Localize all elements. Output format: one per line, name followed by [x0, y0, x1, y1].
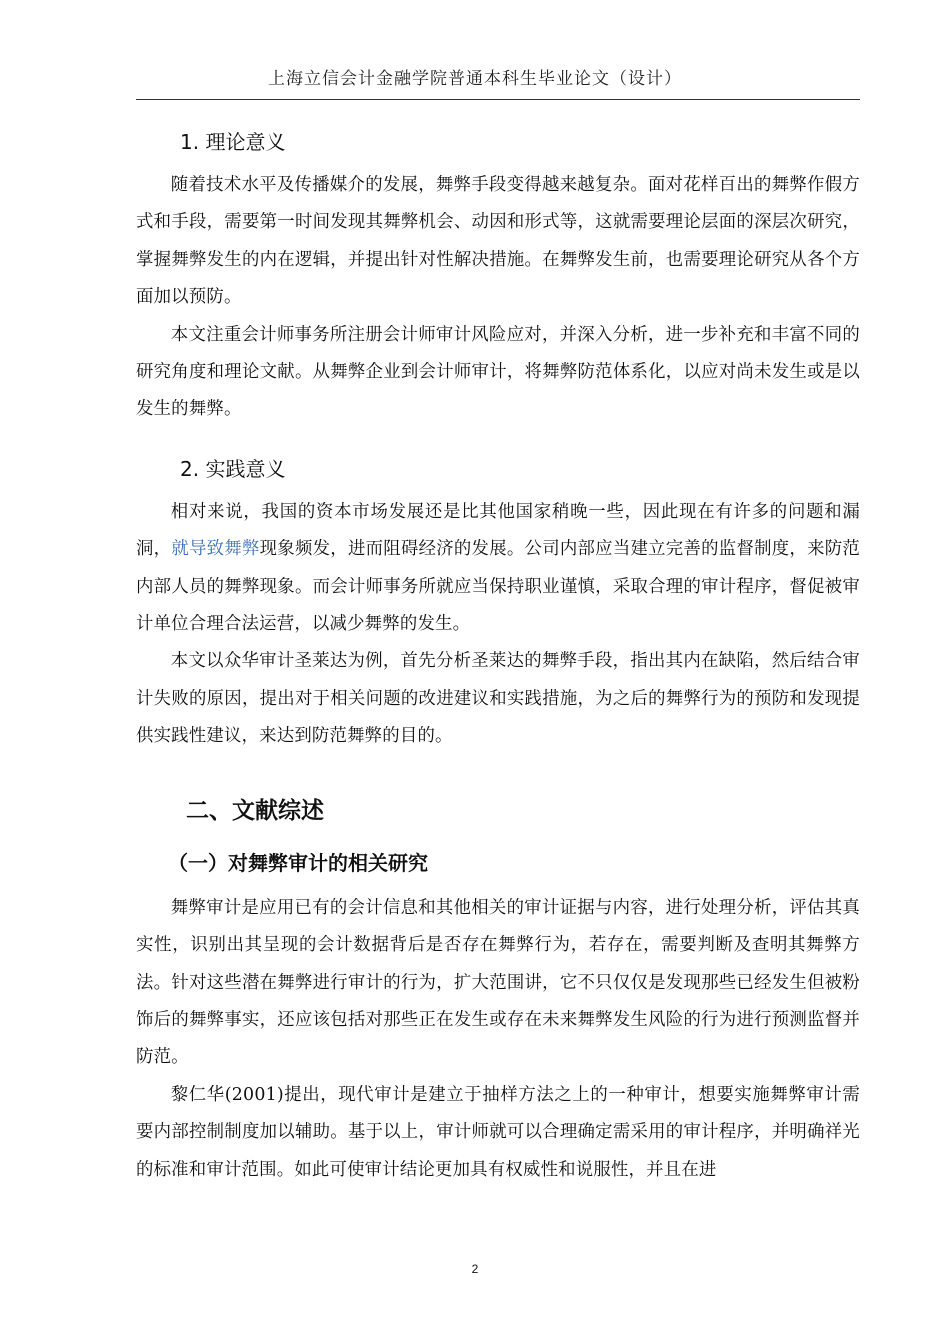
header-divider [136, 99, 860, 100]
heading-theoretical-significance: 1. 理论意义 [180, 130, 286, 154]
paragraph: 黎仁华(2001)提出，现代审计是建立于抽样方法之上的一种审计，想要实施舞弊审计需要内部控制制度加以辅助。基于以上，审计师就可以合理确定需采用的审计程序，并明确祥光的标准和审计范围。如此可使审计结论更加具有权威性和说服性，并且在进 [136, 1084, 860, 1180]
paragraph: 随着技术水平及传播媒介的发展，舞弊手段变得越来越复杂。面对花样百出的舞弊作假方式和手段，需要第一时间发现其舞弊机会、动因和形式等，这就需要理论层面的深层次研究，掌握舞弊发生的内在逻辑，并提出针对性解决措施。在舞弊发生前，也需要理论研究从各个方面加以预防。 [136, 175, 860, 308]
page-number: 2 [471, 1262, 479, 1276]
text-span: 相对来说，我国的资本市场发展还是比其他国家稍晚一些，因此现在有许多的问题和漏洞， [136, 501, 860, 560]
page-header: 上海立信会计金融学院普通本科生毕业论文（设计） [268, 69, 682, 89]
paragraph [136, 494, 860, 644]
heading-practical-significance: 2. 实践意义 [180, 456, 286, 481]
document-body [136, 112, 860, 1189]
chapter-heading: 二、文献综述 [186, 797, 324, 824]
text-span: 现象频发，进而阻碍经济的发展。公司内部应当建立完善的监督制度，来防范内部人员的舞弊现象。而会计师事务所就应当保持职业谨慎，采取合理的审计程序，督促被审计单位合理合法运营，以减少舞弊的发生。 [136, 539, 860, 635]
paragraph: 舞弊审计是应用已有的会计信息和其他相关的审计证据与内容，进行处理分析，评估其真实性，识别出其呈现的会计数据背后是否存在舞弊行为，若存在，需要判断及查明其舞弊方法。针对这些潜在舞弊进行审计的行为，扩大范围讲，它不只仅仅是发现那些已经发生但被粉饰后的舞弊事实，还应该包括对那些正在发生或存在未来舞弊发生风险的行为进行预测监督并防范。 [136, 897, 860, 1068]
highlighted-text: 就导致舞弊 [171, 539, 260, 560]
paragraph: 本文以众华审计圣莱达为例，首先分析圣莱达的舞弊手段，指出其内在缺陷，然后结合审计失败的原因，提出对于相关问题的改进建议和实践措施，为之后的舞弊行为的预防和发现提供实践性建议，来达到防范舞弊的目的。 [136, 651, 860, 747]
paragraph: 本文注重会计师事务所注册会计师审计风险应对，并深入分析，进一步补充和丰富不同的研究角度和理论文献。从舞弊企业到会计师审计，将舞弊防范体系化，以应对尚未发生或是以发生的舞弊。 [136, 324, 860, 420]
subsection-heading: （一）对舞弊审计的相关研究 [168, 850, 428, 875]
